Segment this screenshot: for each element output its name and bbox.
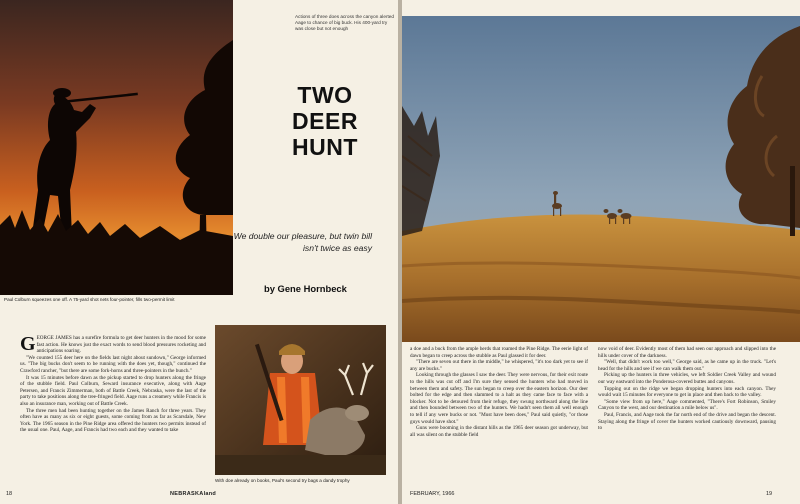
body-paragraph: a doe and a buck from the ample herds that roamed the Pine Ridge. The eerie light of dawn began to creep across the stubble as Paul glassed it for deer. [410, 346, 588, 359]
hunter-silhouette-image [0, 0, 233, 295]
top-photo-caption: Actions of three does across the canyon alerted Aage to chance of big buck. His 400-yard try was close but not enough [295, 14, 395, 31]
article-byline: by Gene Hornbeck [264, 283, 347, 294]
deer-scene-image [402, 16, 800, 342]
hunter-with-buck-photo [215, 325, 386, 475]
body-paragraph: "We counted 155 deer here on the fields last night about sundown," George informed us. "The big bucks don't seem to be running with the does yet, though," continued the Crawford rancher, "but there are some fork-horns and three-pointers in the bunch." [20, 354, 206, 374]
body-column-right-2 [598, 346, 776, 486]
body-paragraph: "Well, that didn't work too well," George said, as he came up in the truck. "Let's head for the hills and see if we can walk them out." [598, 359, 776, 372]
left-page [0, 0, 398, 504]
body-paragraph: Guns were booming in the distant hills as the 1965 deer season got underway, but all was silent on the stubble field [410, 425, 588, 438]
body-paragraph: "Some view from up here," Aage commented, "There's Fort Robinson, Smiley Canyon to the west, and our destination a mile below us". [598, 398, 776, 412]
drop-cap: G [20, 335, 36, 355]
body-column-left [20, 335, 206, 487]
right-page [402, 0, 800, 504]
body-paragraph: The three men had been hunting together on the James Ranch for three years. They often have as many as six or eight guests, some coming from as far as Scarsdale, New York. The 1965 season in the Pine Ridge area offered the hunters two permits instead of the usual one. Paul, Aage, and Francis had two each and they wanted to take [20, 407, 206, 434]
title-line-2: DEER [292, 108, 358, 134]
article-subtitle: We double our pleasure, but twin bill isn't twice as easy [233, 231, 372, 253]
lead-paragraph [20, 335, 206, 355]
left-page-number: 18 [6, 491, 13, 497]
right-page-number: 19 [766, 491, 773, 497]
magazine-name: NEBRASKAland [170, 491, 217, 497]
issue-date: FEBRUARY, 1966 [410, 491, 455, 497]
body-column-right-1 [410, 346, 588, 486]
title-line-1: TWO [297, 82, 353, 108]
title-line-3: HUNT [292, 134, 358, 160]
hunter-sunset-photo [0, 0, 233, 295]
hero-photo-caption: Paul Colburn squeezes one off. A 75-yard shot nets four-pointer, fills two-permit limit [4, 297, 175, 302]
body-paragraph: It was 15 minutes before dawn as the pickup started to drop hunters along the fringe of the stubble field. Paul Colburn, Seward insurance executive, along with Aage Petersen, and Francis Zimmerman, both of Battle Creek, Nebraska, were the last of the party to take positions along the tree-fringed field. Aage runs a creamery while Francis is also an insurance man, working out of Battle Creek. [20, 374, 206, 407]
body-paragraph: Picking up the hunters in three vehicles, we left Soldier Creek Valley and wound our way eastward into the Ponderosa-covered buttes and canyons. [598, 372, 776, 385]
body-paragraph: Topping out on the ridge we began dropping hunters into each canyon. They would wait 15 minutes for everyone to get in place and then back to the valley. [598, 385, 776, 399]
lead-text: EORGE JAMES has a surefire formula to get deer hunters in the mood for some fast action. He knows just the exact words to send blood pressures rocketing and anticipations soaring. [36, 335, 206, 355]
article-title [270, 82, 380, 160]
body-paragraph: Looking through the glasses I saw the deer. They were nervous, for their exit route to the hills was cut off and I'm sure they sensed the hunters who had moved in between them and safety. The sun began to creep over the eastern horizon. Our deer bolted for the edge and then slammed to a halt as they came face to face with a blocker. Not to be detoured from their refuge, they swung northward along the line and then bounded between two of the hunters. We hadn't seen them all well enough to tell if any were bucks or not. "Must have been does," Paul said quietly, "or those guys would have shot." [410, 372, 588, 425]
inset-photo-caption: With doe already on books, Paul's second try bags a dandy trophy [215, 478, 350, 483]
body-paragraph: "There are seven out there in the middle," he whispered, "it's too dark yet to see if any are bucks." [410, 359, 588, 372]
deer-on-hillside-photo [402, 16, 800, 342]
body-paragraph: now void of deer. Evidently most of them had seen our approach and slipped into the hills under cover of the darkness. [598, 346, 776, 359]
body-paragraph: Paul, Francis, and Aage took the far north end of the drive and began the descent. Staying along the fringe of cover the hunters worked cautiously downward, pausing to [598, 411, 776, 432]
hunter-trophy-image [215, 325, 386, 475]
